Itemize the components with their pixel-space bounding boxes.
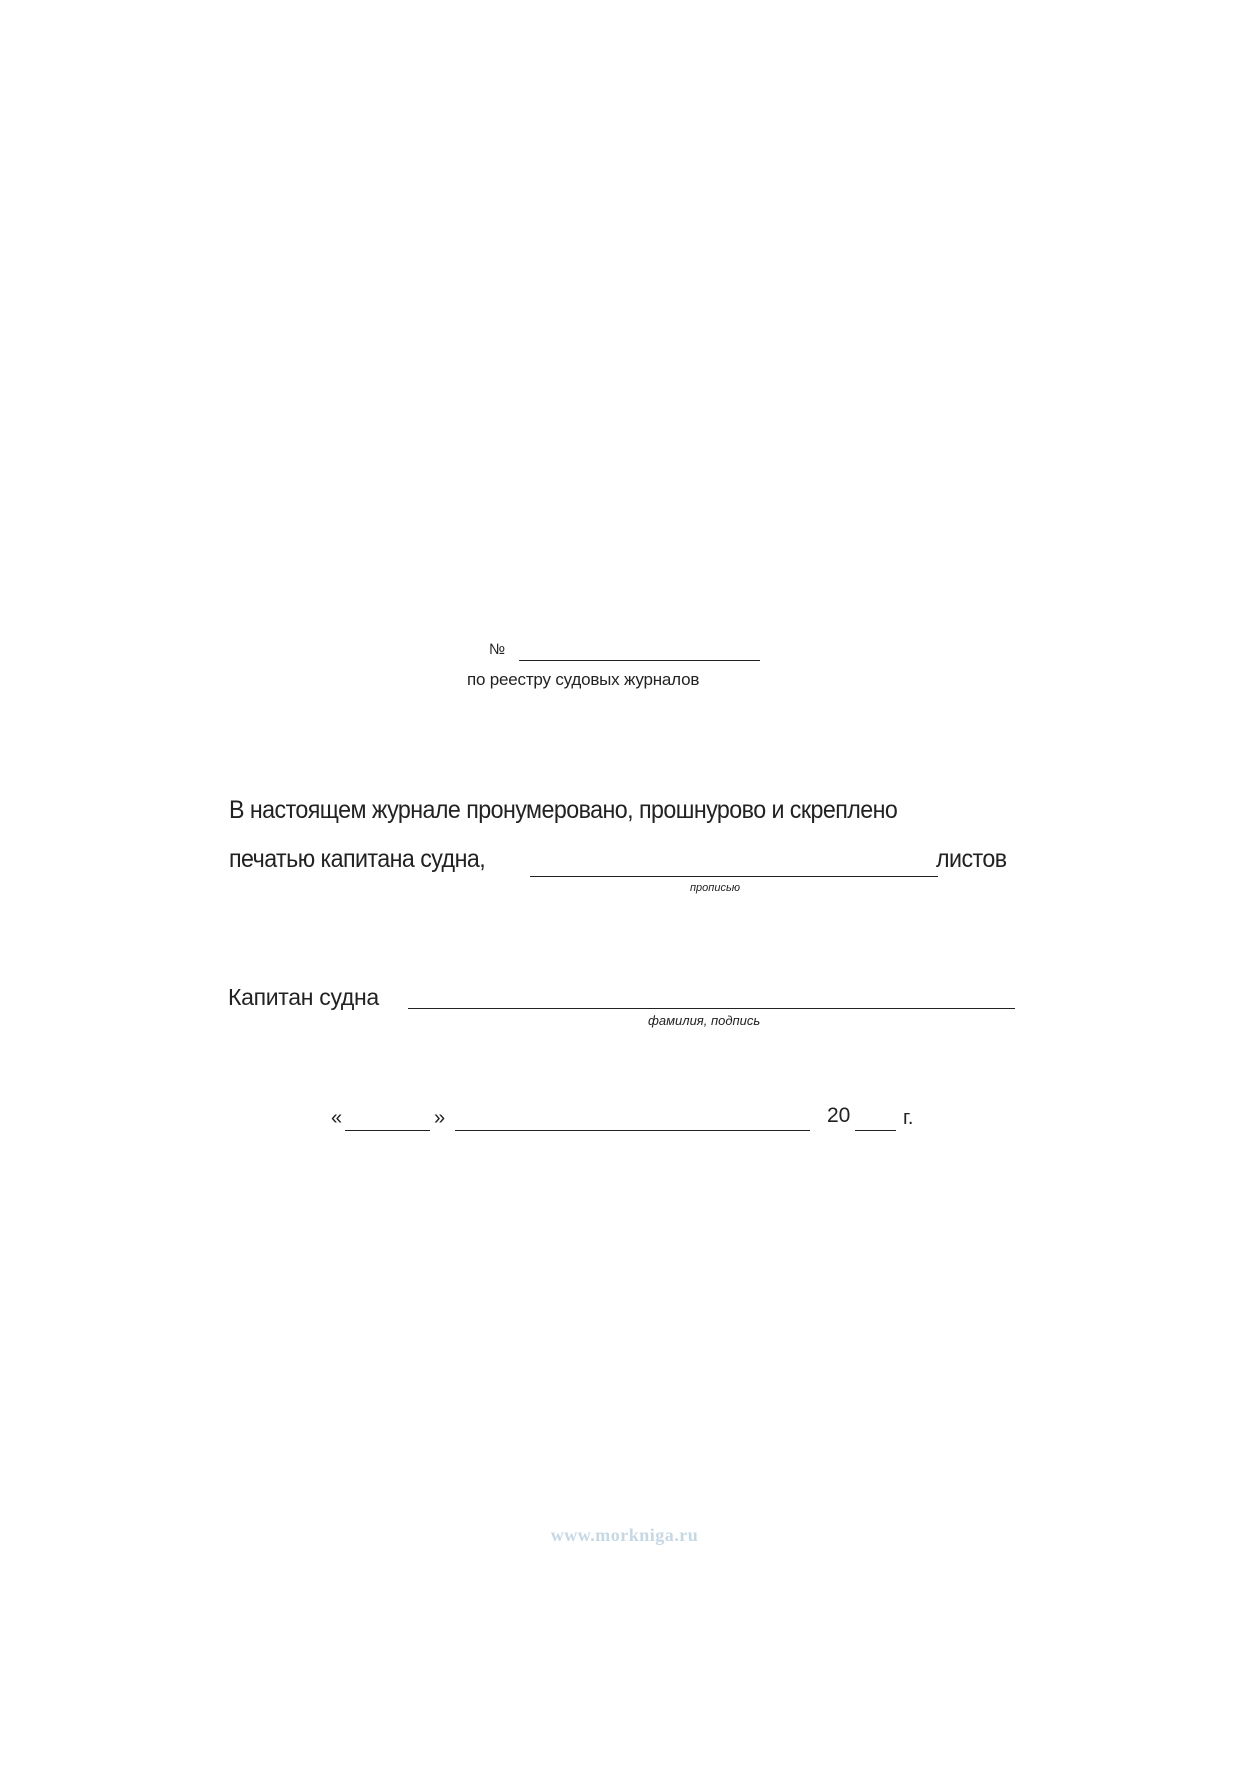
certification-line-2-suffix: листов [936,845,1007,873]
date-year-blank[interactable] [855,1130,896,1131]
certification-line-2-prefix: печатью капитана судна, [229,845,486,873]
captain-signature-blank[interactable] [408,1008,1015,1009]
date-year-prefix: 20 [827,1104,851,1127]
register-number-sign: № [489,641,506,658]
certification-line-1: В настоящем журнале пронумеровано, прошнурово и скреплено [229,796,898,824]
date-close-quote: » [434,1107,446,1129]
register-number-blank[interactable] [519,660,760,661]
date-open-quote: « [331,1107,343,1129]
date-year-suffix: г. [903,1107,914,1129]
sheets-count-blank[interactable] [530,876,938,877]
captain-signature-caption: фамилия, подпись [648,1013,761,1028]
watermark: www.morkniga.ru [550,1525,699,1545]
captain-label: Капитан судна [228,984,379,1010]
register-caption: по реестру судовых журналов [467,670,700,689]
sheets-count-caption: прописью [690,882,741,894]
date-day-blank[interactable] [345,1130,430,1131]
date-month-blank[interactable] [455,1130,810,1131]
